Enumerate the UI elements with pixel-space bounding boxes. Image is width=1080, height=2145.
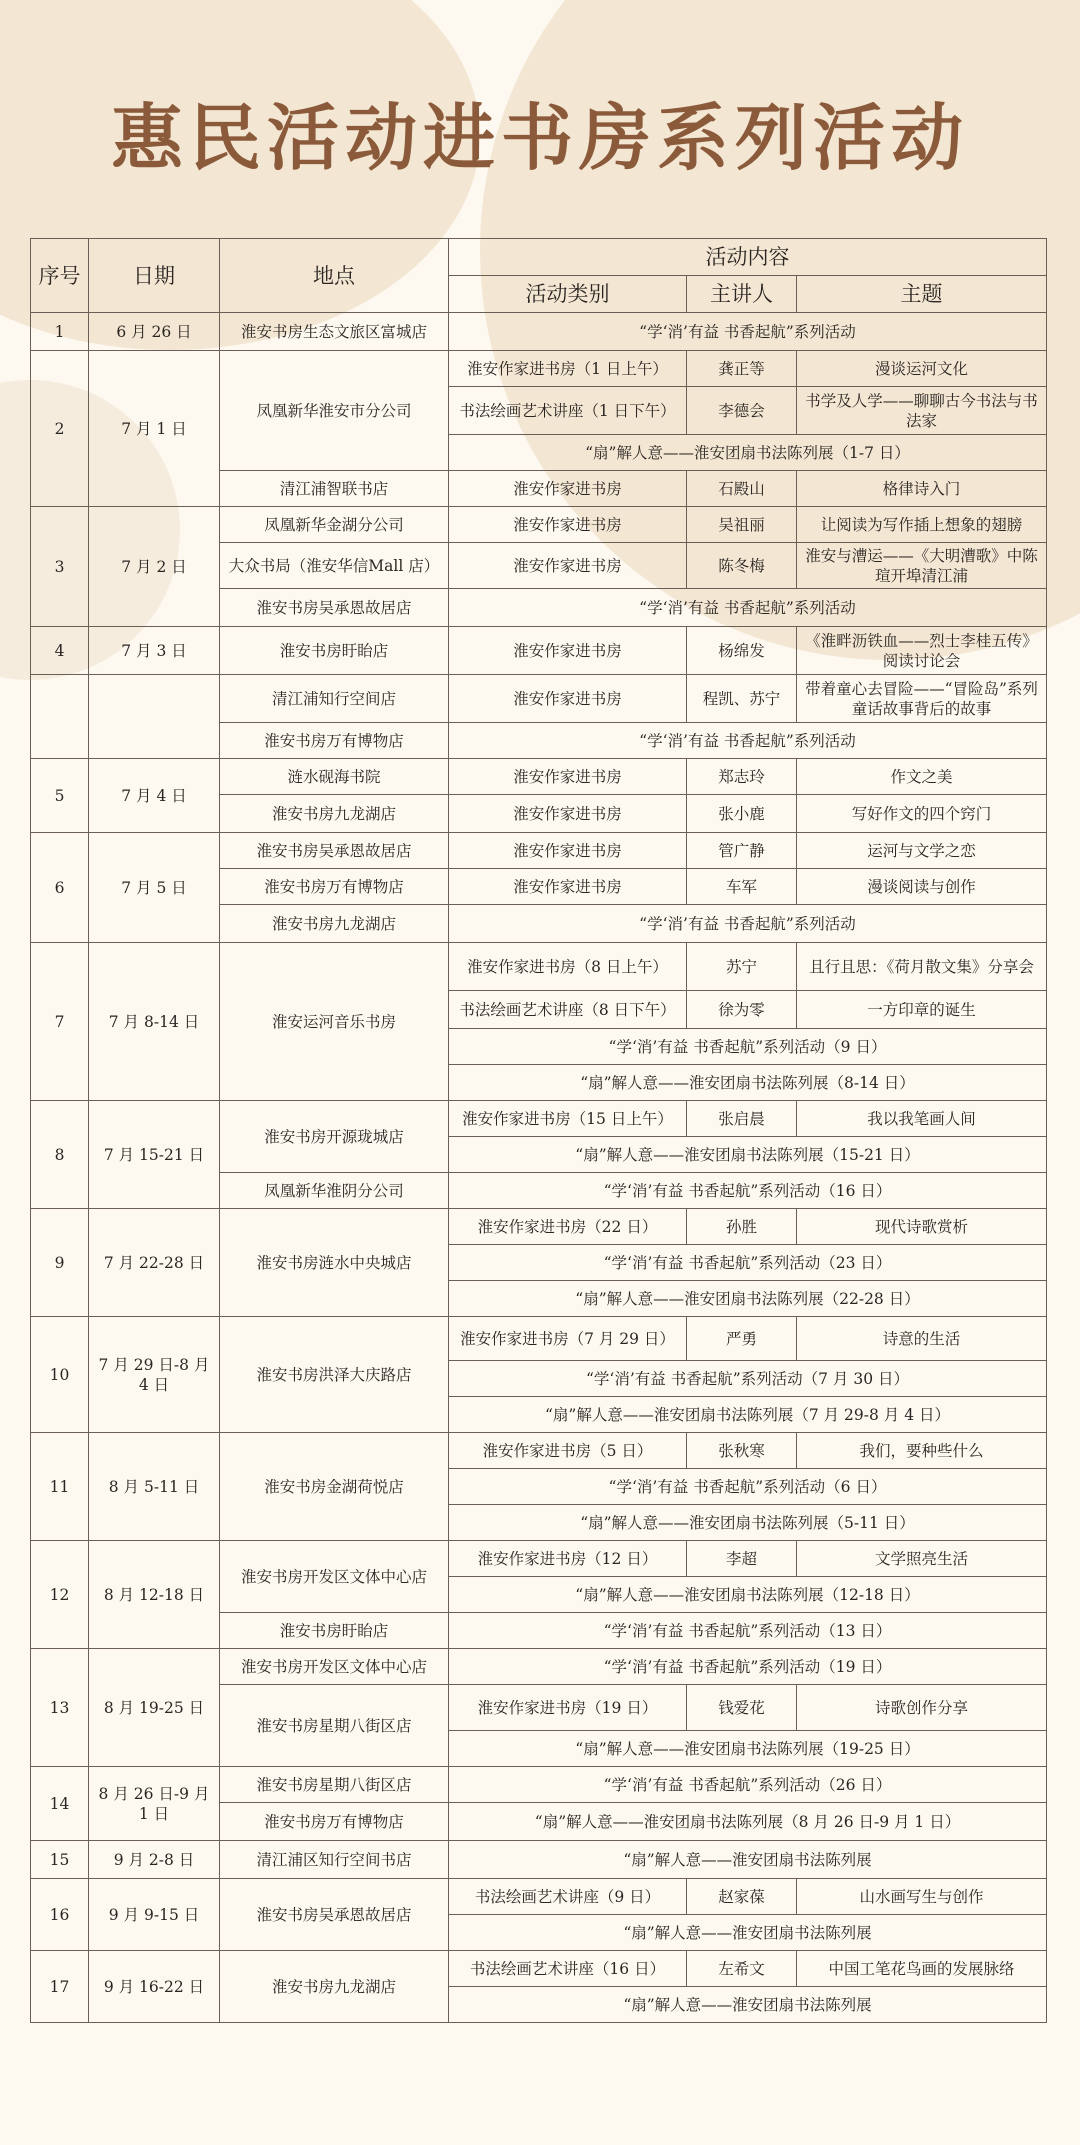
topic: 且行且思：《荷月散文集》分享会 <box>797 943 1047 991</box>
activity-type: 淮安作家进书房（22 日） <box>449 1209 687 1245</box>
activity-content: “扇”解人意——淮安团扇书法陈列展（19-25 日） <box>449 1731 1047 1767</box>
activity-content: “学‘消’有益 书香起航”系列活动（13 日） <box>449 1613 1047 1649</box>
venue: 凤凰新华淮安市分公司 <box>220 351 449 471</box>
table-row <box>31 507 1047 543</box>
activity-type: 书法绘画艺术讲座（16 日） <box>449 1951 687 1987</box>
speaker: 石殿山 <box>687 471 797 507</box>
event-date: 8 月 26 日-9 月 1 日 <box>89 1767 220 1841</box>
activity-content: “扇”解人意——淮安团扇书法陈列展 <box>449 1841 1047 1879</box>
header-place: 地点 <box>220 239 449 313</box>
speaker: 李超 <box>687 1541 797 1577</box>
venue: 淮安书房开源珑城店 <box>220 1101 449 1173</box>
event-date: 7 月 4 日 <box>89 759 220 833</box>
row-number <box>31 675 89 759</box>
venue: 淮安书房九龙湖店 <box>220 795 449 833</box>
activity-content: “扇”解人意——淮安团扇书法陈列展 <box>449 1915 1047 1951</box>
table-row <box>31 1317 1047 1361</box>
activity-content: “扇”解人意——淮安团扇书法陈列展（22-28 日） <box>449 1281 1047 1317</box>
table-row <box>31 943 1047 991</box>
venue: 淮安书房洪泽大庆路店 <box>220 1317 449 1433</box>
venue: 凤凰新华金湖分公司 <box>220 507 449 543</box>
table-row <box>31 1951 1047 1987</box>
activity-content: “扇”解人意——淮安团扇书法陈列展（5-11 日） <box>449 1505 1047 1541</box>
venue: 淮安书房万有博物店 <box>220 869 449 905</box>
activity-type: 淮安作家进书房（8 日上午） <box>449 943 687 991</box>
topic: 诗意的生活 <box>797 1317 1047 1361</box>
speaker: 钱爱花 <box>687 1685 797 1731</box>
page-title: 惠民活动进书房系列活动 <box>110 96 969 180</box>
event-date: 7 月 3 日 <box>89 627 220 675</box>
activity-type: 淮安作家进书房 <box>449 507 687 543</box>
event-date: 7 月 2 日 <box>89 507 220 627</box>
topic: 《淮畔沥铁血——烈士李桂五传》阅读讨论会 <box>797 627 1047 675</box>
activity-content: “学‘消’有益 书香起航”系列活动 <box>449 313 1047 351</box>
venue: 淮安书房生态文旅区富城店 <box>220 313 449 351</box>
topic: 诗歌创作分享 <box>797 1685 1047 1731</box>
activity-type: 淮安作家进书房（7 月 29 日） <box>449 1317 687 1361</box>
topic: 现代诗歌赏析 <box>797 1209 1047 1245</box>
speaker: 孙胜 <box>687 1209 797 1245</box>
venue: 淮安书房星期八街区店 <box>220 1767 449 1803</box>
topic: 写好作文的四个窍门 <box>797 795 1047 833</box>
activity-type: 淮安作家进书房 <box>449 675 687 723</box>
topic: 我们，要种些什么 <box>797 1433 1047 1469</box>
topic: 一方印章的诞生 <box>797 991 1047 1029</box>
venue: 淮安书房金湖荷悦店 <box>220 1433 449 1541</box>
venue: 淮安书房盱眙店 <box>220 1613 449 1649</box>
table-row <box>31 351 1047 387</box>
table-row <box>31 627 1047 675</box>
speaker: 吴祖丽 <box>687 507 797 543</box>
header-type: 活动类别 <box>449 276 687 313</box>
event-date: 8 月 12-18 日 <box>89 1541 220 1649</box>
table-row <box>31 1101 1047 1137</box>
row-number: 6 <box>31 833 89 943</box>
activity-content: “学‘消’有益 书香起航”系列活动（16 日） <box>449 1173 1047 1209</box>
venue: 淮安运河音乐书房 <box>220 943 449 1101</box>
activity-content: “学‘消’有益 书香起航”系列活动 <box>449 905 1047 943</box>
event-date: 7 月 22-28 日 <box>89 1209 220 1317</box>
speaker: 张启晨 <box>687 1101 797 1137</box>
table-row <box>31 833 1047 869</box>
topic: 漫谈运河文化 <box>797 351 1047 387</box>
speaker: 杨绵发 <box>687 627 797 675</box>
row-number: 17 <box>31 1951 89 2023</box>
activity-type: 淮安作家进书房（12 日） <box>449 1541 687 1577</box>
event-date: 6 月 26 日 <box>89 313 220 351</box>
venue: 淮安书房开发区文体中心店 <box>220 1541 449 1613</box>
activity-content: “学‘消’有益 书香起航”系列活动（6 日） <box>449 1469 1047 1505</box>
venue: 凤凰新华淮阴分公司 <box>220 1173 449 1209</box>
event-date: 9 月 16-22 日 <box>89 1951 220 2023</box>
venue: 淮安书房九龙湖店 <box>220 1951 449 2023</box>
activity-content: “学‘消’有益 书香起航”系列活动（23 日） <box>449 1245 1047 1281</box>
header-topic: 主题 <box>797 276 1047 313</box>
venue: 清江浦知行空间店 <box>220 675 449 723</box>
speaker: 徐为零 <box>687 991 797 1029</box>
topic: 漫谈阅读与创作 <box>797 869 1047 905</box>
header-date: 日期 <box>89 239 220 313</box>
header-content: 活动内容 <box>449 239 1047 276</box>
activity-type: 淮安作家进书房（5 日） <box>449 1433 687 1469</box>
venue: 涟水砚海书院 <box>220 759 449 795</box>
activity-type: 淮安作家进书房 <box>449 627 687 675</box>
row-number: 14 <box>31 1767 89 1841</box>
venue: 淮安书房星期八街区店 <box>220 1685 449 1767</box>
venue: 淮安书房盱眙店 <box>220 627 449 675</box>
topic: 运河与文学之恋 <box>797 833 1047 869</box>
activity-type: 淮安作家进书房 <box>449 543 687 589</box>
activity-content: “学‘消’有益 书香起航”系列活动 <box>449 589 1047 627</box>
event-date: 8 月 5-11 日 <box>89 1433 220 1541</box>
topic: 中国工笔花鸟画的发展脉络 <box>797 1951 1047 1987</box>
topic: 作文之美 <box>797 759 1047 795</box>
activity-content: “学‘消’有益 书香起航”系列活动（19 日） <box>449 1649 1047 1685</box>
activity-type: 淮安作家进书房（15 日上午） <box>449 1101 687 1137</box>
venue: 淮安书房万有博物店 <box>220 1803 449 1841</box>
row-number: 16 <box>31 1879 89 1951</box>
speaker: 张小鹿 <box>687 795 797 833</box>
activity-type: 淮安作家进书房 <box>449 759 687 795</box>
speaker: 张秋寒 <box>687 1433 797 1469</box>
activity-content: “学‘消’有益 书香起航”系列活动 <box>449 723 1047 759</box>
topic: 让阅读为写作插上想象的翅膀 <box>797 507 1047 543</box>
schedule-body <box>31 313 1047 2023</box>
venue: 清江浦智联书店 <box>220 471 449 507</box>
venue: 淮安书房开发区文体中心店 <box>220 1649 449 1685</box>
venue: 淮安书房吴承恩故居店 <box>220 1879 449 1951</box>
table-row <box>31 1541 1047 1577</box>
header-no: 序号 <box>31 239 89 313</box>
speaker: 龚正等 <box>687 351 797 387</box>
activity-content: “扇”解人意——淮安团扇书法陈列展（12-18 日） <box>449 1577 1047 1613</box>
activity-content: “学‘消’有益 书香起航”系列活动（26 日） <box>449 1767 1047 1803</box>
activity-content: “扇”解人意——淮安团扇书法陈列展（7 月 29-8 月 4 日） <box>449 1397 1047 1433</box>
speaker: 苏宁 <box>687 943 797 991</box>
activity-type: 淮安作家进书房 <box>449 795 687 833</box>
activity-content: “扇”解人意——淮安团扇书法陈列展（15-21 日） <box>449 1137 1047 1173</box>
table-row <box>31 1649 1047 1685</box>
venue: 淮安书房吴承恩故居店 <box>220 833 449 869</box>
speaker: 李德会 <box>687 387 797 435</box>
activity-type: 书法绘画艺术讲座（8 日下午） <box>449 991 687 1029</box>
table-row <box>31 313 1047 351</box>
table-row <box>31 759 1047 795</box>
row-number: 10 <box>31 1317 89 1433</box>
table-row <box>31 1841 1047 1879</box>
row-number: 12 <box>31 1541 89 1649</box>
activity-type: 淮安作家进书房 <box>449 471 687 507</box>
activity-type: 淮安作家进书房（19 日） <box>449 1685 687 1731</box>
activity-content: “扇”解人意——淮安团扇书法陈列展（8 月 26 日-9 月 1 日） <box>449 1803 1047 1841</box>
topic: 文学照亮生活 <box>797 1541 1047 1577</box>
event-date: 7 月 15-21 日 <box>89 1101 220 1209</box>
topic: 格律诗入门 <box>797 471 1047 507</box>
event-date <box>89 675 220 759</box>
row-number: 13 <box>31 1649 89 1767</box>
activity-content: “学‘消’有益 书香起航”系列活动（9 日） <box>449 1029 1047 1065</box>
activity-type: 淮安作家进书房（1 日上午） <box>449 351 687 387</box>
speaker: 郑志玲 <box>687 759 797 795</box>
row-number: 11 <box>31 1433 89 1541</box>
venue: 清江浦区知行空间书店 <box>220 1841 449 1879</box>
row-number: 8 <box>31 1101 89 1209</box>
table-row <box>31 675 1047 723</box>
event-date: 7 月 29 日-8 月 4 日 <box>89 1317 220 1433</box>
row-number: 7 <box>31 943 89 1101</box>
activity-content: “学‘消’有益 书香起航”系列活动（7 月 30 日） <box>449 1361 1047 1397</box>
speaker: 管广静 <box>687 833 797 869</box>
topic: 书学及人学——聊聊古今书法与书法家 <box>797 387 1047 435</box>
activity-type: 淮安作家进书房 <box>449 833 687 869</box>
activity-content: “扇”解人意——淮安团扇书法陈列展（1-7 日） <box>449 435 1047 471</box>
activity-content: “扇”解人意——淮安团扇书法陈列展（8-14 日） <box>449 1065 1047 1101</box>
topic: 我以我笔画人间 <box>797 1101 1047 1137</box>
topic: 山水画写生与创作 <box>797 1879 1047 1915</box>
speaker: 车军 <box>687 869 797 905</box>
event-date: 7 月 8-14 日 <box>89 943 220 1101</box>
activity-content: “扇”解人意——淮安团扇书法陈列展 <box>449 1987 1047 2023</box>
speaker: 程凯、苏宁 <box>687 675 797 723</box>
venue: 大众书局（淮安华信Mall 店） <box>220 543 449 589</box>
table-row <box>31 1209 1047 1245</box>
row-number: 15 <box>31 1841 89 1879</box>
event-date: 9 月 2-8 日 <box>89 1841 220 1879</box>
schedule-table <box>30 238 1047 2023</box>
row-number: 9 <box>31 1209 89 1317</box>
venue: 淮安书房九龙湖店 <box>220 905 449 943</box>
table-row <box>31 1767 1047 1803</box>
topic: 淮安与漕运——《大明漕歌》中陈瑄开埠清江浦 <box>797 543 1047 589</box>
venue: 淮安书房万有博物店 <box>220 723 449 759</box>
row-number: 5 <box>31 759 89 833</box>
venue: 淮安书房涟水中央城店 <box>220 1209 449 1317</box>
table-row <box>31 1879 1047 1915</box>
event-date: 7 月 5 日 <box>89 833 220 943</box>
venue: 淮安书房吴承恩故居店 <box>220 589 449 627</box>
speaker: 严勇 <box>687 1317 797 1361</box>
speaker: 左希文 <box>687 1951 797 1987</box>
row-number: 4 <box>31 627 89 675</box>
event-date: 9 月 9-15 日 <box>89 1879 220 1951</box>
table-row <box>31 1433 1047 1469</box>
activity-type: 书法绘画艺术讲座（9 日） <box>449 1879 687 1915</box>
activity-type: 书法绘画艺术讲座（1 日下午） <box>449 387 687 435</box>
event-date: 7 月 1 日 <box>89 351 220 507</box>
event-date: 8 月 19-25 日 <box>89 1649 220 1767</box>
speaker: 陈冬梅 <box>687 543 797 589</box>
row-number: 1 <box>31 313 89 351</box>
header-speaker: 主讲人 <box>687 276 797 313</box>
topic: 带着童心去冒险——“冒险岛”系列童话故事背后的故事 <box>797 675 1047 723</box>
row-number: 2 <box>31 351 89 507</box>
speaker: 赵家葆 <box>687 1879 797 1915</box>
activity-type: 淮安作家进书房 <box>449 869 687 905</box>
row-number: 3 <box>31 507 89 627</box>
